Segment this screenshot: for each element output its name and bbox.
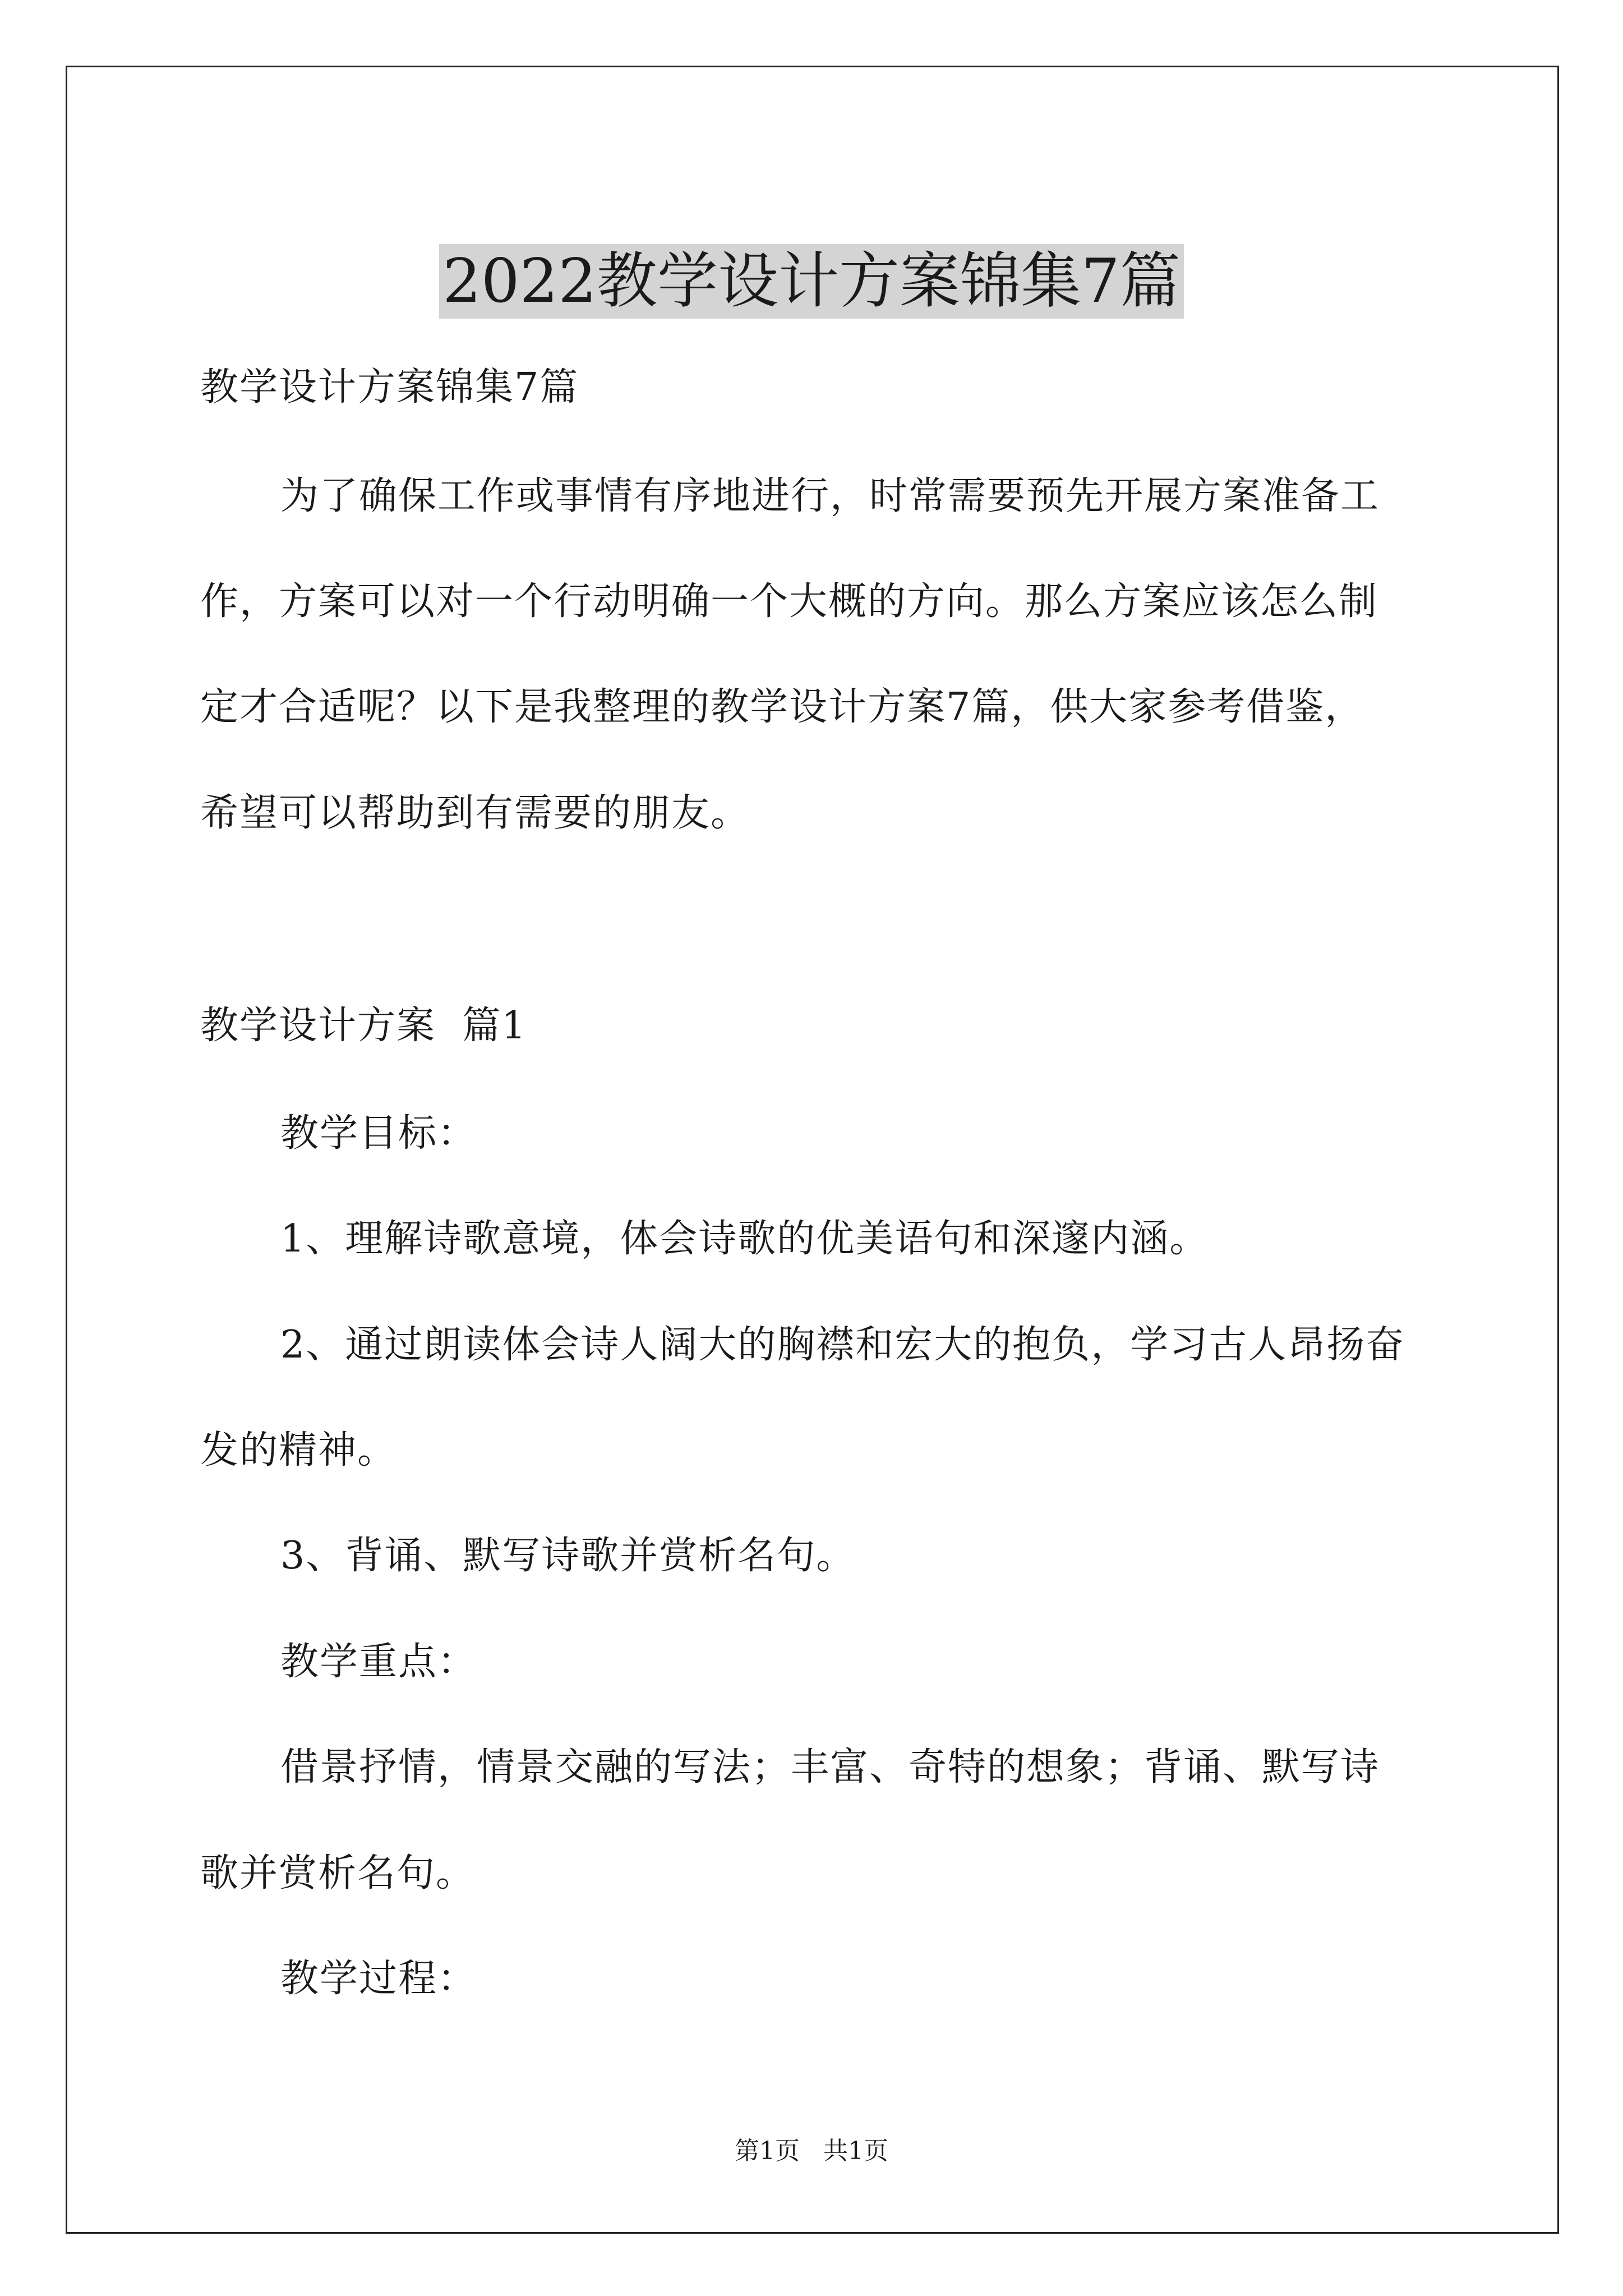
objective-2-line-1: 2、通过朗读体会诗人阔大的胸襟和宏大的抱负，学习古人昂扬奋 (280, 1323, 1405, 1367)
process-label: 教学过程： (280, 1957, 477, 2001)
section-heading: 教学设计方案 篇1 (200, 1004, 527, 1048)
intro-line-1: 为了确保工作或事情有序地进行，时常需要预先开展方案准备工 (280, 474, 1380, 518)
objective-2-line-2: 发的精神。 (200, 1428, 397, 1473)
intro-line-3: 定才合适呢？以下是我整理的教学设计方案7篇，供大家参考借鉴， (200, 685, 1364, 729)
document-title: 2022教学设计方案锦集7篇 (0, 242, 1623, 321)
intro-line-4: 希望可以帮助到有需要的朋友。 (200, 791, 750, 835)
key-points-label: 教学重点： (280, 1640, 477, 1684)
objectives-label: 教学目标： (280, 1111, 477, 1156)
intro-line-2: 作，方案可以对一个行动明确一个大概的方向。那么方案应该怎么制 (200, 579, 1378, 624)
objective-3: 3、背诵、默写诗歌并赏析名句。 (280, 1534, 856, 1578)
key-points-line-2: 歌并赏析名句。 (200, 1851, 476, 1895)
page-footer: 第1页 共1页 (735, 2137, 888, 2165)
key-points-line-1: 借景抒情，情景交融的写法；丰富、奇特的想象；背诵、默写诗 (280, 1745, 1380, 1789)
objective-1: 1、理解诗歌意境，体会诗歌的优美语句和深邃内涵。 (280, 1217, 1209, 1261)
document-subtitle: 教学设计方案锦集7篇 (200, 365, 579, 409)
